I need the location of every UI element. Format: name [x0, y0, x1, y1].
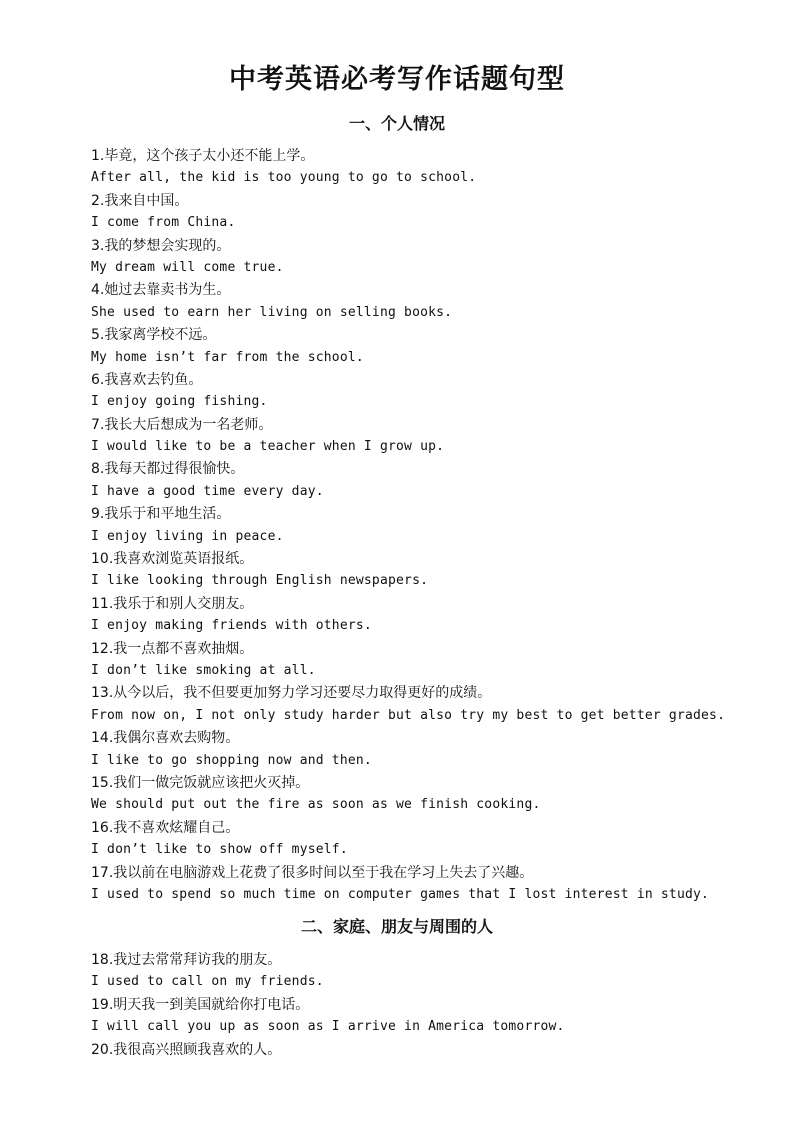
sentence-pair — [91, 458, 781, 503]
english-sentence: I like to go shopping now and then. — [91, 752, 372, 768]
chinese-sentence: 6.我喜欢去钓鱼。 — [91, 371, 203, 388]
english-sentence: I used to spend so much time on computer games that I lost interest in study. — [91, 886, 710, 902]
chinese-sentence: 11.我乐于和别人交朋友。 — [91, 595, 254, 612]
sentence-pair — [91, 682, 781, 727]
sentence-pair — [91, 324, 781, 369]
section-items-family-friends — [91, 949, 781, 1061]
chinese-sentence: 14.我偶尔喜欢去购物。 — [91, 730, 240, 747]
sentence-pair — [91, 949, 781, 994]
english-sentence: I don’t like smoking at all. — [91, 662, 316, 678]
english-sentence: My home isn’t far from the school. — [91, 349, 364, 365]
sentence-pair — [91, 369, 781, 414]
sentence-pair — [91, 190, 781, 235]
chinese-sentence: 17.我以前在电脑游戏上花费了很多时间以至于我在学习上失去了兴趣。 — [91, 864, 534, 881]
chinese-sentence: 10.我喜欢浏览英语报纸。 — [91, 551, 254, 568]
sentence-pair — [91, 548, 781, 593]
english-sentence: She used to earn her living on selling books. — [91, 304, 453, 320]
document-title: 中考英语必考写作话题句型 — [229, 64, 565, 95]
chinese-sentence: 7.我长大后想成为一名老师。 — [91, 416, 273, 433]
english-sentence: From now on, I not only study harder but also try my best to get better grades. — [91, 707, 726, 723]
english-sentence: I like looking through English newspapers. — [91, 573, 429, 589]
sentence-pair — [91, 772, 781, 817]
english-sentence: I enjoy going fishing. — [91, 394, 268, 410]
sentence-pair — [91, 862, 781, 907]
chinese-sentence: 9.我乐于和平地生活。 — [91, 506, 231, 523]
chinese-sentence: 15.我们一做完饭就应该把火灭掉。 — [91, 774, 310, 791]
chinese-sentence: 12.我一点都不喜欢抽烟。 — [91, 640, 254, 657]
chinese-sentence: 2.我来自中国。 — [91, 192, 189, 209]
english-sentence: I would like to be a teacher when I grow up. — [91, 439, 445, 455]
sentence-pair — [91, 503, 781, 548]
chinese-sentence: 1.毕竟，这个孩子太小还不能上学。 — [91, 148, 315, 164]
sentence-pair — [91, 638, 781, 683]
chinese-sentence: 18.我过去常常拜访我的朋友。 — [91, 952, 282, 968]
chinese-sentence: 16.我不喜欢炫耀自己。 — [91, 819, 240, 836]
sentence-pair — [91, 994, 781, 1039]
sentence-pair — [91, 1039, 781, 1061]
sentence-pair — [91, 145, 781, 190]
sentence-pair — [91, 235, 781, 280]
english-sentence: I come from China. — [91, 215, 236, 231]
chinese-sentence: 5.我家离学校不远。 — [91, 327, 217, 344]
english-sentence: I enjoy living in peace. — [91, 528, 284, 544]
sentence-pair — [91, 414, 781, 459]
chinese-sentence: 4.她过去靠卖书为生。 — [91, 282, 231, 299]
section-items-personal — [91, 145, 781, 906]
english-sentence: My dream will come true. — [91, 259, 284, 275]
chinese-sentence: 19.明天我一到美国就给你打电话。 — [91, 996, 310, 1013]
chinese-sentence: 13.从今以后，我不但要更加努力学习还要尽力取得更好的成绩。 — [91, 685, 492, 702]
section-heading-family-friends: 二、家庭、朋友与周围的人 — [300, 917, 493, 936]
english-sentence: We should put out the fire as soon as we finish cooking. — [91, 797, 541, 813]
chinese-sentence: 8.我每天都过得很愉快。 — [91, 461, 245, 478]
english-sentence: After all, the kid is too young to go to school. — [91, 170, 477, 186]
section-heading-personal: 一、个人情况 — [348, 114, 445, 133]
chinese-sentence: 20.我很高兴照顾我喜欢的人。 — [91, 1041, 282, 1058]
english-sentence: I have a good time every day. — [91, 483, 324, 499]
english-sentence: I enjoy making friends with others. — [91, 618, 372, 634]
chinese-sentence: 3.我的梦想会实现的。 — [91, 237, 231, 254]
sentence-pair — [91, 817, 781, 862]
sentence-pair — [91, 727, 781, 772]
english-sentence: I will call you up as soon as I arrive in America tomorrow. — [91, 1019, 565, 1035]
sentence-pair — [91, 593, 781, 638]
english-sentence: I used to call on my friends. — [91, 974, 324, 990]
sentence-pair — [91, 279, 781, 324]
english-sentence: I don’t like to show off myself. — [91, 842, 348, 858]
